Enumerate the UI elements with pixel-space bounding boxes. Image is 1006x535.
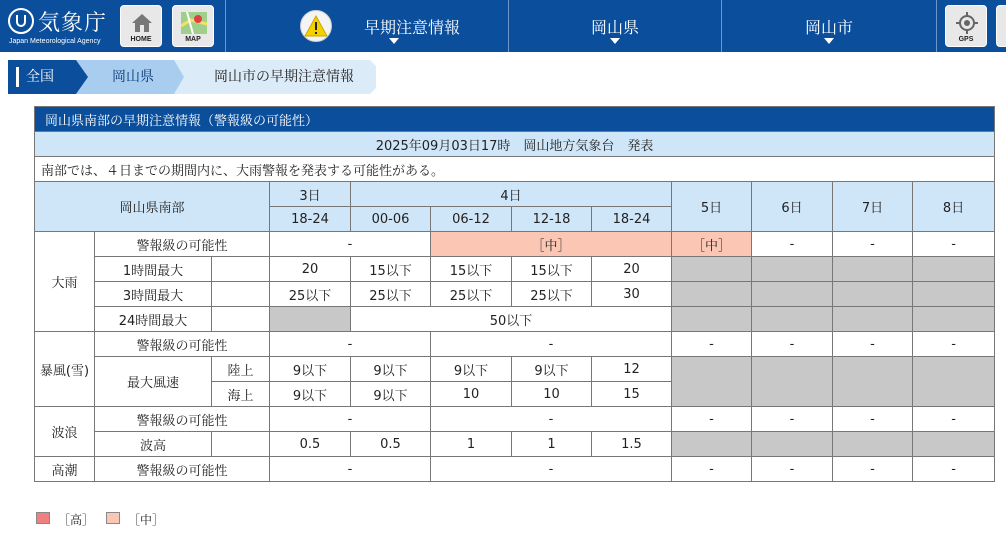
table-cell: -: [833, 457, 913, 482]
logo-text: 気象庁: [38, 11, 108, 36]
table-cell-empty: [913, 432, 995, 457]
table-cell: -: [672, 407, 752, 432]
table-cell-empty: [212, 282, 270, 307]
table-cell: 1.5: [592, 432, 672, 457]
table-cell: 9以下: [351, 382, 431, 407]
map-icon: [181, 12, 207, 34]
table-cell: -: [270, 232, 431, 257]
table-cell-empty: [833, 257, 913, 282]
period-header: 18-24: [270, 207, 351, 232]
table-cell: 25以下: [270, 282, 351, 307]
table-cell-empty: [833, 357, 913, 407]
legend-label-high: ［高］: [58, 513, 95, 527]
forecast-note: 南部では、４日までの期間内に、大雨警報を発表する可能性がある。: [35, 157, 995, 182]
table-cell: 30: [592, 282, 672, 307]
legend-label-mid: ［中］: [128, 513, 165, 527]
table-cell-empty: [833, 432, 913, 457]
tide-label: 高潮: [35, 457, 95, 482]
next-header-button[interactable]: [996, 5, 1006, 47]
tide-possibility-label: 警報級の可能性: [95, 457, 270, 482]
sea-label: 海上: [212, 382, 270, 407]
table-cell: -: [270, 332, 431, 357]
home-button[interactable]: [120, 5, 162, 47]
table-cell: 15以下: [351, 257, 431, 282]
table-cell: -: [913, 232, 995, 257]
rain-24h-label: 24時間最大: [95, 307, 212, 332]
jma-logo-icon: [8, 8, 34, 34]
menu-city-label: 岡山市: [804, 18, 853, 37]
rain-1h-label: 1時間最大: [95, 257, 212, 282]
menu-prefecture-label: 岡山県: [590, 18, 639, 37]
table-cell-empty: [212, 432, 270, 457]
table-cell: -: [752, 232, 833, 257]
table-cell: 50以下: [351, 307, 672, 332]
table-cell: 10: [512, 382, 592, 407]
menu-prefecture[interactable]: [509, 0, 721, 52]
wave-label: 波浪: [35, 407, 95, 457]
wave-height-label: 波高: [95, 432, 212, 457]
table-cell: -: [431, 457, 672, 482]
logo-subtext: Japan Meteorological Agency: [9, 38, 101, 45]
gps-button[interactable]: [945, 5, 987, 47]
table-cell: -: [913, 457, 995, 482]
breadcrumb-item-prefecture[interactable]: 岡山県: [112, 69, 154, 85]
early-warning-table: [34, 106, 994, 482]
header-divider: [936, 0, 937, 52]
day-header: 3日: [270, 182, 351, 207]
home-icon: [132, 14, 152, 32]
table-cell-empty: [752, 357, 833, 407]
home-button-label: HOME: [130, 36, 152, 43]
rain-label: 大雨: [35, 232, 95, 332]
jma-logo[interactable]: [8, 6, 114, 46]
table-cell: -: [833, 232, 913, 257]
table-cell-empty: [752, 307, 833, 332]
table-cell: 25以下: [512, 282, 592, 307]
table-cell: 9以下: [351, 357, 431, 382]
day-header: 8日: [913, 182, 995, 232]
table-cell: -: [913, 332, 995, 357]
table-cell: 15以下: [512, 257, 592, 282]
table-cell: -: [672, 332, 752, 357]
table-cell: -: [431, 332, 672, 357]
table-cell-empty: [833, 307, 913, 332]
table-cell-empty: [913, 282, 995, 307]
land-label: 陸上: [212, 357, 270, 382]
table-cell-empty: [913, 257, 995, 282]
breadcrumb-item-national[interactable]: 全国: [26, 69, 54, 85]
table-cell: 9以下: [270, 357, 351, 382]
table-cell-empty: [212, 307, 270, 332]
day-header: 7日: [833, 182, 913, 232]
table-cell: 9以下: [431, 357, 512, 382]
table-cell-empty: [212, 257, 270, 282]
legend-swatch-high: [36, 512, 50, 524]
table-cell: -: [270, 457, 431, 482]
table-cell-empty: [913, 307, 995, 332]
table-cell: -: [833, 332, 913, 357]
period-header: 06-12: [431, 207, 512, 232]
map-button-label: MAP: [185, 36, 201, 43]
table-cell: -: [752, 332, 833, 357]
menu-early-warning[interactable]: [226, 0, 508, 52]
menu-early-warning-label: 早期注意情報: [363, 18, 460, 37]
table-cell: 9以下: [270, 382, 351, 407]
table-cell-empty: [752, 432, 833, 457]
gps-icon: [956, 12, 978, 34]
table-cell-empty: [752, 282, 833, 307]
table-cell-mid: ［中］: [672, 232, 752, 257]
day-header: 5日: [672, 182, 752, 232]
table-cell-empty: [270, 307, 351, 332]
global-header: [0, 0, 1006, 52]
table-title: 岡山県南部の早期注意情報（警報級の可能性）: [35, 107, 995, 132]
warning-icon: [300, 10, 332, 42]
day-header: 4日: [351, 182, 672, 207]
chevron-down-icon: [610, 38, 620, 44]
table-cell: 15: [592, 382, 672, 407]
period-header: 00-06: [351, 207, 431, 232]
menu-city[interactable]: [722, 0, 936, 52]
table-cell-empty: [672, 257, 752, 282]
table-cell: 0.5: [351, 432, 431, 457]
table-cell-empty: [672, 282, 752, 307]
table-cell: 25以下: [351, 282, 431, 307]
table-cell-empty: [672, 357, 752, 407]
period-header: 18-24: [592, 207, 672, 232]
area-header: 岡山県南部: [35, 182, 270, 232]
table-cell: 20: [592, 257, 672, 282]
table-cell: -: [913, 407, 995, 432]
rain-possibility-label: 警報級の可能性: [95, 232, 270, 257]
table-cell: 10: [431, 382, 512, 407]
table-cell-empty: [672, 307, 752, 332]
table-cell: 12: [592, 357, 672, 382]
table-cell: -: [752, 407, 833, 432]
wave-possibility-label: 警報級の可能性: [95, 407, 270, 432]
table-cell: 15以下: [431, 257, 512, 282]
period-header: 12-18: [512, 207, 592, 232]
legend-swatch-mid: [106, 512, 120, 524]
table-cell: -: [752, 457, 833, 482]
table-cell: 9以下: [512, 357, 592, 382]
storm-label: 暴風(雪): [35, 332, 95, 407]
table-cell: 1: [512, 432, 592, 457]
storm-possibility-label: 警報級の可能性: [95, 332, 270, 357]
table-cell-empty: [913, 357, 995, 407]
table-cell-empty: [752, 257, 833, 282]
table-cell: -: [672, 457, 752, 482]
breadcrumb-item-current: 岡山市の早期注意情報: [214, 69, 354, 85]
table-cell: -: [270, 407, 431, 432]
table-cell: 25以下: [431, 282, 512, 307]
chevron-down-icon: [824, 38, 834, 44]
table-cell-empty: [672, 432, 752, 457]
table-cell: -: [833, 407, 913, 432]
table-cell-empty: [833, 282, 913, 307]
table-cell: 0.5: [270, 432, 351, 457]
table-cell: 1: [431, 432, 512, 457]
max-wind-label: 最大風速: [95, 357, 212, 407]
table-cell: 20: [270, 257, 351, 282]
table-cell: -: [431, 407, 672, 432]
gps-button-label: GPS: [958, 36, 974, 43]
rain-3h-label: 3時間最大: [95, 282, 212, 307]
table-cell-mid: ［中］: [431, 232, 672, 257]
chevron-down-icon: [389, 38, 399, 44]
published-info: 2025年09月03日17時 岡山地方気象台 発表: [35, 132, 995, 157]
day-header: 6日: [752, 182, 833, 232]
map-button[interactable]: [172, 5, 214, 47]
